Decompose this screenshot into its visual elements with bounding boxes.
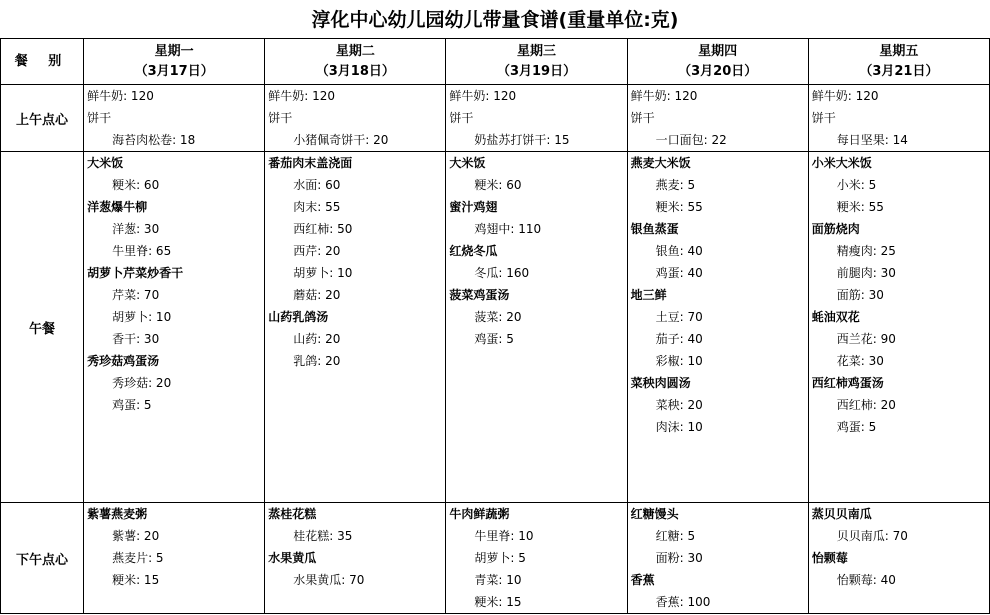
snack-item: 小猪佩奇饼干: 20 (293, 133, 389, 147)
drink-line: 鲜牛奶: 120 (87, 89, 154, 103)
dish-name: 香蕉 (630, 573, 655, 587)
day-header-mon: 星期一 （3月17日） (84, 39, 265, 85)
dish-name: 水果黄瓜 (268, 551, 317, 565)
ingredient: 秀珍菇: 20 (112, 376, 172, 390)
ingredient: 菜秧: 20 (655, 398, 703, 412)
ingredient: 鸡蛋: 5 (474, 332, 514, 346)
ingredient: 鸡翅中: 110 (474, 222, 542, 236)
day-header-thu: 星期四 （3月20日） (627, 39, 808, 85)
day-header-tue: 星期二 （3月18日） (265, 39, 446, 85)
lunch-cell (627, 152, 808, 503)
ingredient: 紫薯: 20 (112, 529, 160, 543)
ingredient: 洋葱: 30 (112, 222, 160, 236)
dish-name: 地三鲜 (630, 288, 667, 302)
dish-name: 大米饭 (87, 156, 124, 170)
ingredient: 燕麦片: 5 (112, 551, 164, 565)
dish-name: 燕麦大米饭 (630, 156, 691, 170)
ingredient: 水面: 60 (293, 178, 341, 192)
ingredient: 粳米: 60 (474, 178, 522, 192)
day-header-fri: 星期五 （3月21日） (808, 39, 989, 85)
ingredient: 小米: 5 (836, 178, 877, 192)
snack-item: 每日坚果: 14 (836, 133, 908, 147)
snack-category: 饼干 (87, 111, 112, 125)
snack-item: 奶盐苏打饼干: 15 (474, 133, 570, 147)
dish-name: 红烧冬瓜 (449, 244, 498, 258)
dish-name: 红糖馒头 (630, 507, 679, 521)
dish-name: 紫薯燕麦粥 (87, 507, 148, 521)
dish-name: 蚝油双花 (811, 310, 860, 324)
ingredient: 胡萝卜: 10 (293, 266, 353, 280)
afternoon-cell (627, 503, 808, 614)
lunch-cell (265, 152, 446, 503)
ingredient: 蘑菇: 20 (293, 288, 341, 302)
ingredient: 西芹: 20 (293, 244, 341, 258)
ingredient: 花菜: 30 (836, 354, 884, 368)
ingredient: 怡颗莓: 40 (836, 573, 896, 587)
dish-name: 山药乳鸽汤 (268, 310, 329, 324)
ingredient: 牛里脊: 10 (474, 529, 534, 543)
ingredient: 肉沫: 10 (655, 420, 703, 434)
dish-name: 牛肉鲜蔬粥 (449, 507, 510, 521)
afternoon-cell (808, 503, 989, 614)
ingredient: 冬瓜: 160 (474, 266, 530, 280)
ingredient: 山药: 20 (293, 332, 341, 346)
ingredient: 彩椒: 10 (655, 354, 703, 368)
menu-table (0, 38, 990, 614)
snack-item: 一口面包: 22 (655, 133, 727, 147)
ingredient: 桂花糕: 35 (293, 529, 353, 543)
snack-category: 饼干 (449, 111, 474, 125)
ingredient: 粳米: 15 (112, 573, 160, 587)
ingredient: 乳鸽: 20 (293, 354, 341, 368)
ingredient: 燕麦: 5 (655, 178, 696, 192)
ingredient: 粳米: 60 (112, 178, 160, 192)
drink-line: 鲜牛奶: 120 (449, 89, 517, 103)
snack-category: 饼干 (630, 111, 655, 125)
ingredient: 牛里脊: 65 (112, 244, 172, 258)
morning-row (1, 85, 990, 152)
ingredient: 肉末: 55 (293, 200, 341, 214)
lunch-row (1, 152, 990, 503)
afternoon-label: 下午点心 (1, 503, 84, 614)
ingredient: 水果黄瓜: 70 (293, 573, 365, 587)
ingredient: 胡萝卜: 5 (474, 551, 526, 565)
ingredient: 胡萝卜: 10 (112, 310, 172, 324)
dish-name: 大米饭 (449, 156, 486, 170)
ingredient: 银鱼: 40 (655, 244, 703, 258)
dish-name: 番茄肉末盖浇面 (268, 156, 353, 170)
snack-item: 海苔肉松卷: 18 (112, 133, 196, 147)
dish-name: 洋葱爆牛柳 (87, 200, 148, 214)
ingredient: 茄子: 40 (655, 332, 703, 346)
lunch-label: 午餐 (1, 152, 84, 503)
lunch-cell (808, 152, 989, 503)
category-header: 餐 别 (1, 39, 84, 85)
ingredient: 土豆: 70 (655, 310, 703, 324)
dish-name: 蜜汁鸡翅 (449, 200, 498, 214)
dish-name: 怡颗莓 (811, 551, 848, 565)
morning-label: 上午点心 (1, 85, 84, 152)
afternoon-cell (84, 503, 265, 614)
ingredient: 贝贝南瓜: 70 (836, 529, 908, 543)
morning-cell (808, 85, 989, 152)
ingredient: 鸡蛋: 40 (655, 266, 703, 280)
morning-cell (627, 85, 808, 152)
page-title: 淳化中心幼儿园幼儿带量食谱(重量单位:克) (311, 9, 679, 31)
lunch-cell (84, 152, 265, 503)
day-header-wed: 星期三 （3月19日） (446, 39, 627, 85)
drink-line: 鲜牛奶: 120 (630, 89, 698, 103)
ingredient: 面筋: 30 (836, 288, 884, 302)
dish-name: 银鱼蒸蛋 (630, 222, 679, 236)
snack-category: 饼干 (268, 111, 293, 125)
drink-line: 鲜牛奶: 120 (811, 89, 879, 103)
ingredient: 粳米: 15 (474, 595, 522, 609)
lunch-cell (446, 152, 627, 503)
ingredient: 鸡蛋: 5 (836, 420, 877, 434)
dish-name: 秀珍菇鸡蛋汤 (87, 354, 160, 368)
snack-category: 饼干 (811, 111, 836, 125)
header-row (1, 39, 990, 85)
dish-name: 蒸桂花糕 (268, 507, 317, 521)
ingredient: 芹菜: 70 (112, 288, 160, 302)
ingredient: 青菜: 10 (474, 573, 522, 587)
ingredient: 粳米: 55 (836, 200, 884, 214)
dish-name: 菠菜鸡蛋汤 (449, 288, 510, 302)
morning-cell (446, 85, 627, 152)
dish-name: 西红柿鸡蛋汤 (811, 376, 884, 390)
dish-name: 蒸贝贝南瓜 (811, 507, 872, 521)
afternoon-row (1, 503, 990, 614)
dish-name: 面筋烧肉 (811, 222, 860, 236)
ingredient: 粳米: 55 (655, 200, 703, 214)
ingredient: 香干: 30 (112, 332, 160, 346)
afternoon-cell (446, 503, 627, 614)
ingredient: 精瘦肉: 25 (836, 244, 896, 258)
drink-line: 鲜牛奶: 120 (268, 89, 336, 103)
ingredient: 红糖: 5 (655, 529, 696, 543)
dish-name: 菜秧肉圆汤 (630, 376, 691, 390)
ingredient: 面粉: 30 (655, 551, 703, 565)
ingredient: 鸡蛋: 5 (112, 398, 152, 412)
afternoon-cell (265, 503, 446, 614)
ingredient: 前腿肉: 30 (836, 266, 896, 280)
ingredient: 香蕉: 100 (655, 595, 711, 609)
ingredient: 菠菜: 20 (474, 310, 522, 324)
dish-name: 小米大米饭 (811, 156, 872, 170)
ingredient: 西兰花: 90 (836, 332, 896, 346)
morning-cell (84, 85, 265, 152)
ingredient: 西红柿: 50 (293, 222, 353, 236)
morning-cell (265, 85, 446, 152)
ingredient: 西红柿: 20 (836, 398, 896, 412)
dish-name: 胡萝卜芹菜炒香干 (87, 266, 184, 280)
